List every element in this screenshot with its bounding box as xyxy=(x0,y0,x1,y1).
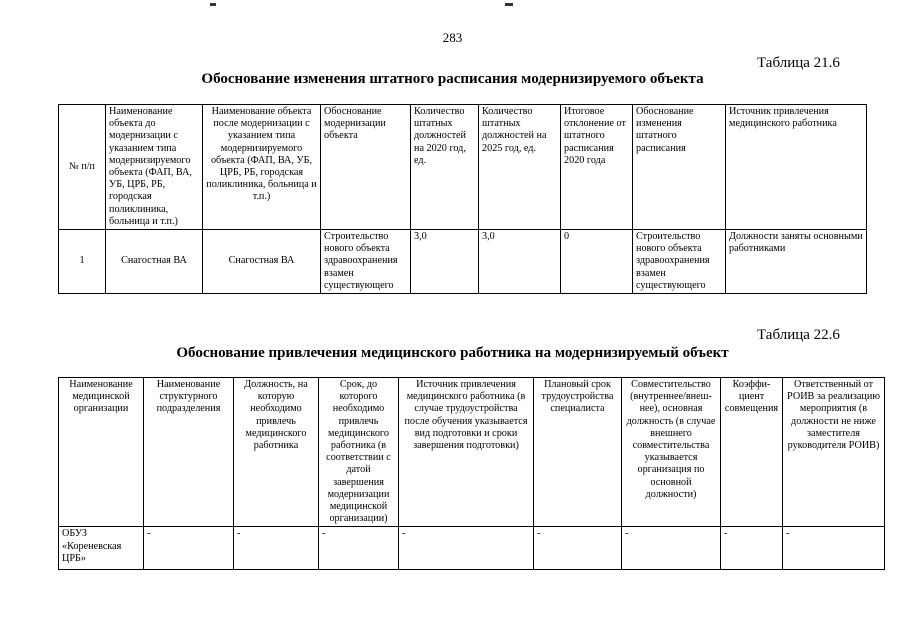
table2-header-cell: Срок, до которого необходимо привлечь медицинского работника (в соответствии с датой завершения модернизации медицинской организации) xyxy=(319,378,399,527)
table1-title: Обоснование изменения штатного расписания модернизируемого объекта xyxy=(201,71,704,87)
table2-header-row xyxy=(59,378,885,527)
table1-cell: 3,0 xyxy=(479,230,561,294)
table1-cell: Строительство нового объекта здравоохранения взамен существующего xyxy=(633,230,726,294)
table2-cell: - xyxy=(622,527,721,570)
page-number: 283 xyxy=(442,30,463,45)
table1-header-cell: Наименование объекта после модернизации с указанием типа модернизируемого объекта (ФАП, ВА, УБ, ЦРБ, РБ, городская поликлиника, больница и т.п.) xyxy=(203,105,321,230)
table-medical-worker-recruitment xyxy=(58,377,885,570)
table2-header-cell: Источник привлечения медицинского работника (в случае трудоустройства после обучения указывается вид подготовки и сроки завершения подготовки) xyxy=(399,378,534,527)
table2-header-cell: Коэффи-циент совмещения xyxy=(721,378,783,527)
table2-header-cell: Должность, на которую необходимо привлечь медицинского работника xyxy=(234,378,319,527)
table1-cell: 0 xyxy=(561,230,633,294)
table1-header-cell: Источник привлечения медицинского работника xyxy=(726,105,867,230)
table1-header-cell: Обоснование модернизации объекта xyxy=(321,105,411,230)
table2-header-cell: Наименование структурного подразделения xyxy=(144,378,234,527)
table2-cell: - xyxy=(144,527,234,570)
table-staffing-changes xyxy=(58,104,867,294)
table1-header-cell: Количество штатных должностей на 2020 год, ед. xyxy=(411,105,479,230)
table2-label: Таблица 22.6 xyxy=(757,327,840,343)
table2-cell: - xyxy=(783,527,885,570)
table-row xyxy=(59,527,885,570)
table2-header-cell: Плановый срок трудоустройства специалиста xyxy=(534,378,622,527)
table1-header-cell: Наименование объекта до модернизации с указанием типа модернизируемого объекта (ФАП, ВА, УБ, ЦРБ, РБ, городская поликлиника, больница и т.п.) xyxy=(106,105,203,230)
table1-cell: Снагостная ВА xyxy=(203,230,321,294)
table1-header-cell: Итоговое отклонение от штатного расписания 2020 года xyxy=(561,105,633,230)
table2-cell: - xyxy=(534,527,622,570)
table2-cell: - xyxy=(399,527,534,570)
table1-cell: Снагостная ВА xyxy=(106,230,203,294)
scan-mark-left xyxy=(210,3,216,6)
table2-title: Обоснование привлечения медицинского работника на модернизируемый объект xyxy=(176,345,729,361)
table2-cell: - xyxy=(721,527,783,570)
table-row xyxy=(59,230,867,294)
table1-cell: 3,0 xyxy=(411,230,479,294)
table1-cell: Строительство нового объекта здравоохранения взамен существующего xyxy=(321,230,411,294)
table1-label: Таблица 21.6 xyxy=(757,55,840,71)
table1-header-row xyxy=(59,105,867,230)
table2-cell: - xyxy=(319,527,399,570)
table2-header-cell: Наименование медицинской организации xyxy=(59,378,144,527)
table2-cell: ОБУЗ «Кореневская ЦРБ» xyxy=(59,527,144,570)
table1-cell: Должности заняты основными работниками xyxy=(726,230,867,294)
table1-header-cell: Количество штатных должностей на 2025 год, ед. xyxy=(479,105,561,230)
table1-cell: 1 xyxy=(59,230,106,294)
table2-header-cell: Совместительство (внутреннее/внеш-нее), основная должность (в случае внешнего совместительства указывается организация по основной должности) xyxy=(622,378,721,527)
table1-header-cell: Обоснование изменения штатного расписания xyxy=(633,105,726,230)
scan-mark-right xyxy=(505,3,513,6)
table1-header-cell: № п/п xyxy=(59,105,106,230)
table2-cell: - xyxy=(234,527,319,570)
table2-header-cell: Ответственный от РОИВ за реализацию мероприятия (в должности не ниже заместителя руководителя РОИВ) xyxy=(783,378,885,527)
